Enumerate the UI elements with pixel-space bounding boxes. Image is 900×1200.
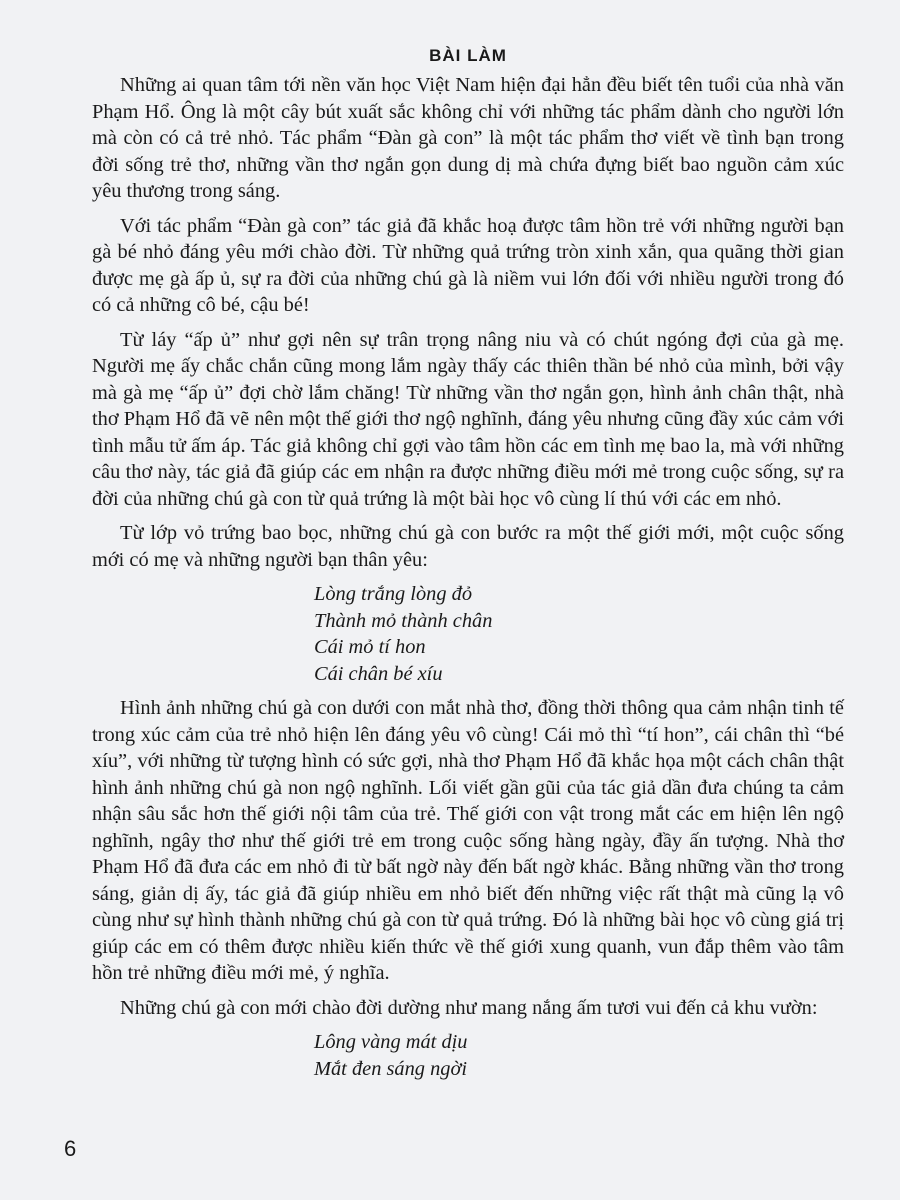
poem-excerpt-1 bbox=[314, 581, 844, 687]
paragraph-intro: Những ai quan tâm tới nền văn học Việt Nam hiện đại hẳn đều biết tên tuổi của nhà văn Phạm Hổ. Ông là một cây bút xuất sắc không chỉ với những tác phẩm dành cho người lớn mà còn có cả trẻ nhỏ. Tác phẩm “Đàn gà con” là một tác phẩm thơ viết về tình bạn trong đời sống trẻ thơ, những vần thơ ngắn gọn dung dị mà chứa đựng biết bao nguồn cảm xúc yêu thương trong sáng. bbox=[92, 74, 844, 202]
poem-line: Mắt đen sáng ngời bbox=[314, 1057, 468, 1080]
paragraph-work: Với tác phẩm “Đàn gà con” tác giả đã khắc hoạ được tâm hồn trẻ với những người bạn gà bé nhỏ đáng yêu mới chào đời. Từ những quả trứng tròn xinh xắn, qua quãng thời gian được mẹ gà ấp ủ, sự ra đời của những chú gà là niềm vui lớn đối với nhiều người trong đó có cả những cô bé, cậu bé! bbox=[92, 214, 844, 316]
page-number: 6 bbox=[64, 1136, 77, 1161]
paragraph-eggshell: Từ lớp vỏ trứng bao bọc, những chú gà con bước ra một thế giới mới, một cuộc sống mới có mẹ và những người bạn thân yêu: bbox=[92, 522, 844, 571]
poem-line: Lòng trắng lòng đỏ bbox=[314, 583, 473, 605]
section-heading: BÀI LÀM bbox=[429, 46, 507, 65]
poem-line: Lông vàng mát dịu bbox=[314, 1031, 468, 1053]
poem-line: Cái mỏ tí hon bbox=[314, 636, 426, 658]
paragraph-ap-u: Từ láy “ấp ủ” như gợi nên sự trân trọng nâng niu và có chút ngóng đợi của gà mẹ. Người mẹ ấy chắc chắn cũng mong lắm ngày thấy các thiên thần bé nhỏ của mình, bởi vậy mà gà mẹ “ấp ủ” đợi chờ lắm chăng! Từ những vần thơ ngắn gọn, hình ảnh chân thật, nhà thơ Phạm Hổ đã vẽ nên một thế giới thơ ngộ nghĩnh, đáng yêu nhưng cũng đầy xúc cảm với tình mẫu tử ấm áp. Tác giả không chỉ gợi vào tâm hồn các em tình mẹ bao la, mà với những câu thơ này, tác giả đã giúp các em nhận ra được những điều mới mẻ trong cuộc sống, sự ra đời của những chú gà con từ quả trứng là một bài học vô cùng lí thú với các em nhỏ. bbox=[92, 328, 844, 510]
page-content bbox=[92, 40, 844, 1090]
poem-line: Cái chân bé xíu bbox=[314, 662, 443, 685]
paragraph-analysis: Hình ảnh những chú gà con dưới con mắt nhà thơ, đồng thời thông qua cảm nhận tinh tế trong xúc cảm của trẻ nhỏ hiện lên đáng yêu vô cùng! Cái mỏ thì “tí hon”, cái chân thì “bé xíu”, với những từ tượng hình có sức gợi, nhà thơ Phạm Hổ đã khắc họa một cách chân thật hình ảnh những chú gà non ngộ nghĩnh. Lối viết gần gũi của tác giả dần đưa chúng ta cảm nhận sâu sắc hơn thế giới nội tâm của trẻ. Thế giới con vật trong mắt các em hiện lên ngộ nghĩnh, ngây thơ như thế giới trẻ em trong cuộc sống hàng ngày, đầy ấn tượng. Nhà thơ Phạm Hổ đã đưa các em nhỏ đi từ bất ngờ này đến bất ngờ khác. Bằng những vần thơ trong sáng, giản dị ấy, tác giả đã giúp nhiều em nhỏ biết đến những việc rất thật mà cũng lạ vô cùng như sự hình thành những chú gà con từ quả trứng. Đó là những bài học vô cùng giá trị giúp các em có thêm được nhiều kiến thức về thế giới xung quanh, vun đắp thêm vào tâm hồn trẻ những điều mới mẻ, ý nghĩa. bbox=[92, 697, 844, 984]
poem-line: Thành mỏ thành chân bbox=[314, 609, 493, 632]
poem-excerpt-2 bbox=[314, 1029, 844, 1082]
paragraph-sunshine: Những chú gà con mới chào đời dường như mang nắng ấm tươi vui đến cả khu vườn: bbox=[120, 996, 818, 1019]
